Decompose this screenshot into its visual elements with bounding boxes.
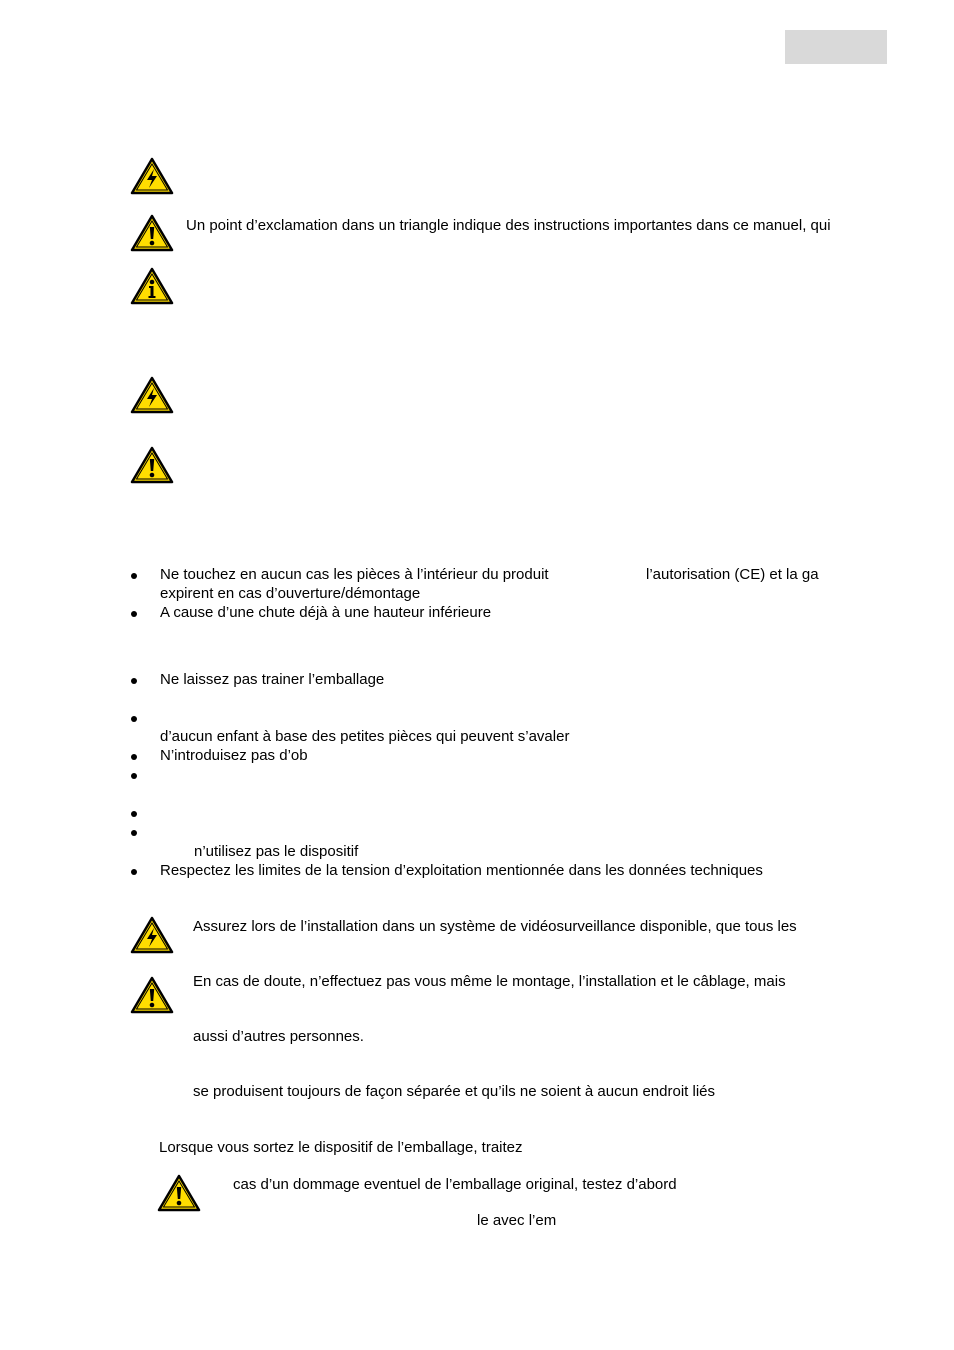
unpacking-text: le avec l’em	[477, 1212, 557, 1229]
bullet	[131, 830, 137, 836]
high-voltage-warning-icon	[130, 376, 174, 414]
installation-text: se produisent toujours de façon séparée et qu’ils ne soient à aucun endroit liés	[193, 1083, 716, 1100]
exclamation-warning-icon	[130, 976, 174, 1014]
unpacking-intro: Lorsque vous sortez le dispositif de l’emballage, traitez	[159, 1139, 523, 1156]
exclamation-warning-icon	[130, 214, 174, 252]
bullet	[131, 811, 137, 817]
bullet	[131, 869, 137, 875]
list-item: N’introduisez pas d’ob	[160, 747, 308, 764]
exclamation-warning-icon	[130, 446, 174, 484]
exclamation-symbol-description: Un point d’exclamation dans un triangle indique des instructions importantes dans ce manuel, qui	[186, 217, 831, 234]
bullet	[131, 773, 137, 779]
installation-text: Assurez lors de l’installation dans un système de vidéosurveillance disponible, que tous les	[193, 918, 797, 935]
unpacking-text: cas d’un dommage eventuel de l’emballage original, testez d’abord	[233, 1176, 677, 1193]
language-tab	[785, 30, 887, 64]
list-item: Ne touchez en aucun cas les pièces à l’intérieur du produit	[160, 566, 549, 583]
information-icon	[130, 267, 174, 305]
bullet	[131, 716, 137, 722]
list-item: Respectez les limites de la tension d’exploitation mentionnée dans les données techniques	[160, 862, 763, 879]
list-item: l’autorisation (CE) et la ga	[646, 566, 819, 583]
bullet	[131, 754, 137, 760]
installation-text: En cas de doute, n’effectuez pas vous même le montage, l’installation et le câblage, mais	[193, 973, 786, 990]
installation-text: aussi d’autres personnes.	[193, 1028, 364, 1045]
high-voltage-warning-icon	[130, 157, 174, 195]
list-item: expirent en cas d’ouverture/démontage	[160, 585, 421, 602]
bullet	[131, 678, 137, 684]
list-item: Ne laissez pas trainer l’emballage	[160, 671, 385, 688]
list-item: n’utilisez pas le dispositif	[194, 843, 359, 860]
bullet	[131, 573, 137, 579]
high-voltage-warning-icon	[130, 916, 174, 954]
exclamation-warning-icon	[157, 1174, 201, 1212]
list-item: d’aucun enfant à base des petites pièces qui peuvent s’avaler	[160, 728, 570, 745]
bullet	[131, 611, 137, 617]
list-item: A cause d’une chute déjà à une hauteur inférieure	[160, 604, 492, 621]
